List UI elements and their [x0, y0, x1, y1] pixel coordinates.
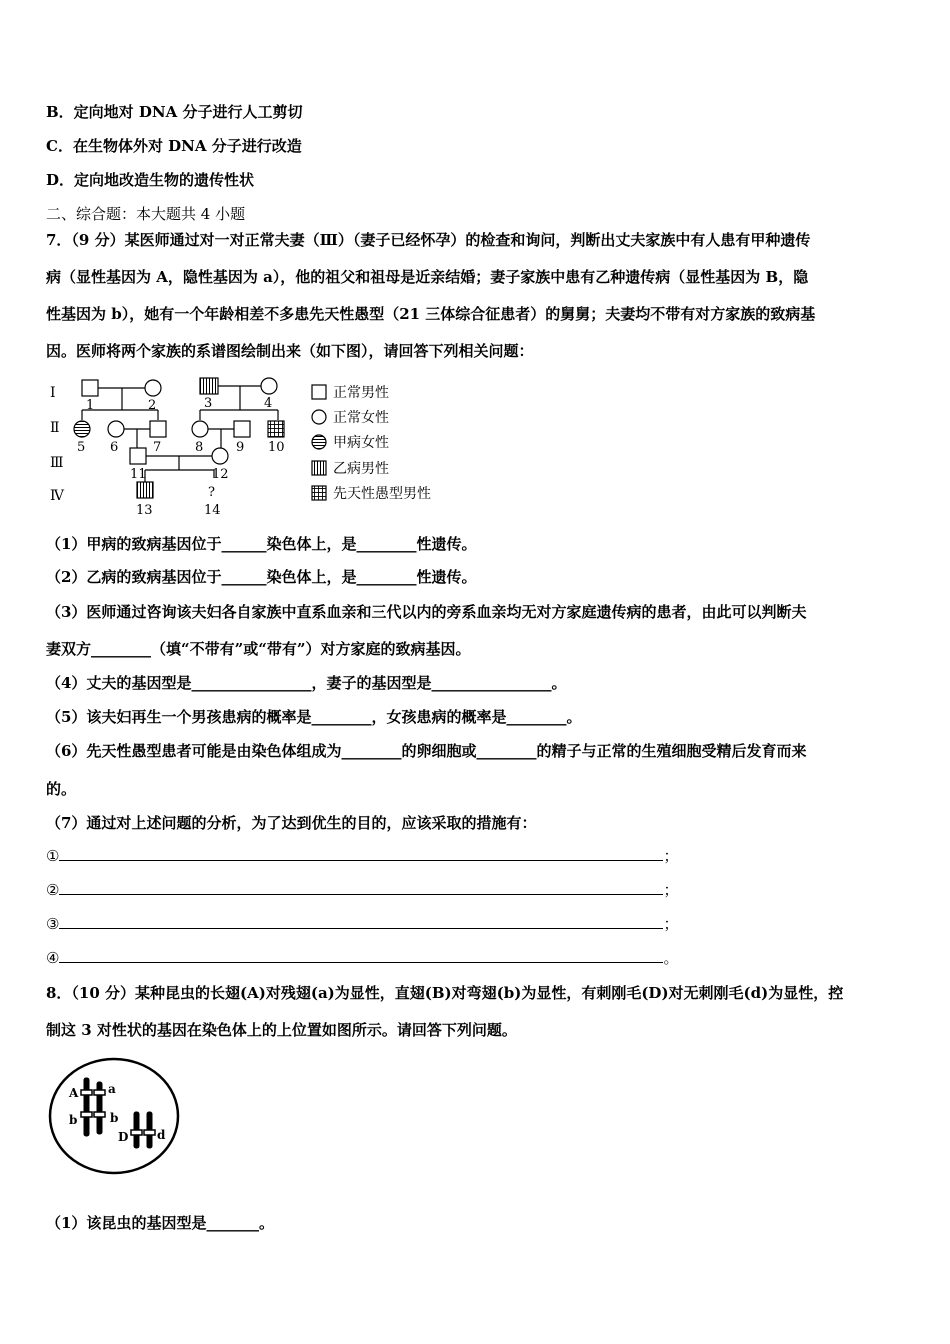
- individual-3: [200, 378, 218, 394]
- section-title: 二、综合题：本大题共 4 小题: [46, 205, 246, 223]
- gene-label-a: a: [108, 1082, 116, 1096]
- legend-disease-b-male: 乙病男性: [333, 461, 389, 477]
- q7-stem-line1: 7．（9 分）某医师通过对一对正常夫妻（Ⅲ）（妻子已经怀孕）的检查和询问，判断出丈夫家族中有人患有甲种遗传: [46, 231, 811, 249]
- individual-4: [261, 378, 277, 394]
- individual-2: [145, 380, 161, 396]
- q7-stem-line3: 性基因为 b），她有一个年龄相差不多患先天性愚型（21 三体综合征患者）的舅舅；夫妻均不带有对方家族的致病基: [46, 305, 816, 323]
- answer-end: ；: [663, 847, 679, 865]
- answer-end: 。: [663, 949, 679, 967]
- gene-label-d: d: [157, 1128, 166, 1142]
- option-b: B．定向地对 DNA 分子进行人工剪切: [46, 103, 303, 121]
- id-2: 2: [148, 398, 157, 413]
- id-12: 12: [212, 467, 229, 482]
- q7-sub6-line2: 的。: [46, 780, 77, 798]
- legend-down-syndrome-male-icon: [312, 486, 326, 500]
- gene-label-A: A: [69, 1086, 79, 1100]
- q7-sub3-line2: 妻双方________（填“不带有”或“带有”）对方家庭的致病基因。: [46, 640, 471, 658]
- answer-blank-3[interactable]: [46, 914, 678, 934]
- answer-end: ；: [663, 915, 679, 933]
- id-14-unknown: ?: [208, 485, 215, 500]
- individual-7: [150, 421, 166, 437]
- answer-marker: ②: [46, 881, 60, 899]
- answer-marker: ③: [46, 915, 60, 933]
- gene-label-D: D: [118, 1130, 129, 1144]
- q8-stem-line1: 8．（10 分）某种昆虫的长翅(A)对残翅(a)为显性，直翅(B)对弯翅(b)为显性，有刺刚毛(D)对无刺刚毛(d)为显性，控: [46, 984, 844, 1002]
- q7-sub3-line1: （3）医师通过咨询该夫妇各自家族中直系血亲和三代以内的旁系血亲均无对方家庭遗传病的患者，由此可以判断夫: [46, 603, 807, 621]
- answer-blank-1[interactable]: [46, 846, 678, 866]
- q8-sub1: （1）该昆虫的基因型是_______。: [46, 1214, 274, 1232]
- q7-sub6-line1: （6）先天性愚型患者可能是由染色体组成为________的卵细胞或________的精子与正常的生殖细胞受精后发育而来: [46, 742, 807, 760]
- gene-label-b-right: b: [110, 1111, 119, 1125]
- id-6: 6: [110, 440, 119, 455]
- legend-disease-a-female: 甲病女性: [333, 435, 389, 451]
- q7-sub2: （2）乙病的致病基因位于______染色体上，是________性遗传。: [46, 568, 477, 586]
- individual-1: [82, 380, 98, 396]
- legend-disease-a-female-icon: [312, 435, 326, 449]
- id-5: 5: [77, 440, 86, 455]
- id-3: 3: [204, 396, 213, 411]
- gen-label-3: Ⅲ: [50, 455, 64, 471]
- q7-sub4: （4）丈夫的基因型是________________，妻子的基因型是________________。: [46, 674, 567, 692]
- q8-stem-line2: 制这 3 对性状的基因在染色体上的上位置如图所示。请回答下列问题。: [46, 1021, 517, 1039]
- legend-down-syndrome-male: 先天性愚型男性: [333, 486, 431, 502]
- gen-label-1: Ⅰ: [50, 385, 56, 401]
- option-d: D．定向地改造生物的遗传性状: [46, 171, 255, 189]
- legend-normal-female: 正常女性: [333, 410, 389, 426]
- id-1: 1: [86, 398, 95, 413]
- answer-marker: ④: [46, 949, 60, 967]
- id-9: 9: [236, 440, 245, 455]
- pedigree-chart: [46, 372, 466, 522]
- id-11: 11: [130, 467, 147, 482]
- q7-stem-line4: 因。医师将两个家族的系谱图绘制出来（如下图），请回答下列相关问题：: [46, 342, 534, 360]
- chromosome-cell-figure: [48, 1056, 182, 1178]
- individual-9: [234, 421, 250, 437]
- legend-normal-male: 正常男性: [333, 385, 389, 401]
- answer-blank-4[interactable]: [46, 948, 678, 968]
- answer-blank-2[interactable]: [46, 880, 678, 900]
- gen-label-4: Ⅳ: [50, 488, 64, 504]
- individual-10: [268, 421, 284, 437]
- answer-marker: ①: [46, 847, 60, 865]
- id-4: 4: [264, 396, 273, 411]
- legend-normal-female-icon: [312, 410, 326, 424]
- gen-label-2: Ⅱ: [50, 420, 60, 436]
- q7-sub5: （5）该夫妇再生一个男孩患病的概率是________，女孩患病的概率是________。: [46, 708, 582, 726]
- q7-stem-line2: 病（显性基因为 A，隐性基因为 a），他的祖父和祖母是近亲结婚；妻子家族中患有乙种遗传病（显性基因为 B，隐: [46, 268, 809, 286]
- answer-end: ；: [663, 881, 679, 899]
- gene-label-b-left: b: [69, 1113, 78, 1127]
- individual-8: [192, 421, 208, 437]
- individual-11: [130, 448, 146, 464]
- legend-normal-male-icon: [312, 385, 326, 399]
- id-14: 14: [204, 503, 221, 518]
- q7-sub7: （7）通过对上述问题的分析，为了达到优生的目的，应该采取的措施有：: [46, 814, 537, 832]
- individual-13: [137, 482, 153, 498]
- id-13: 13: [136, 503, 153, 518]
- individual-5: [74, 421, 90, 437]
- id-8: 8: [195, 440, 204, 455]
- individual-6: [108, 421, 124, 437]
- id-7: 7: [153, 440, 162, 455]
- option-c: C．在生物体外对 DNA 分子进行改造: [46, 137, 302, 155]
- id-10: 10: [268, 440, 285, 455]
- legend-disease-b-male-icon: [312, 461, 326, 475]
- individual-12: [212, 448, 228, 464]
- q7-sub1: （1）甲病的致病基因位于______染色体上，是________性遗传。: [46, 535, 477, 553]
